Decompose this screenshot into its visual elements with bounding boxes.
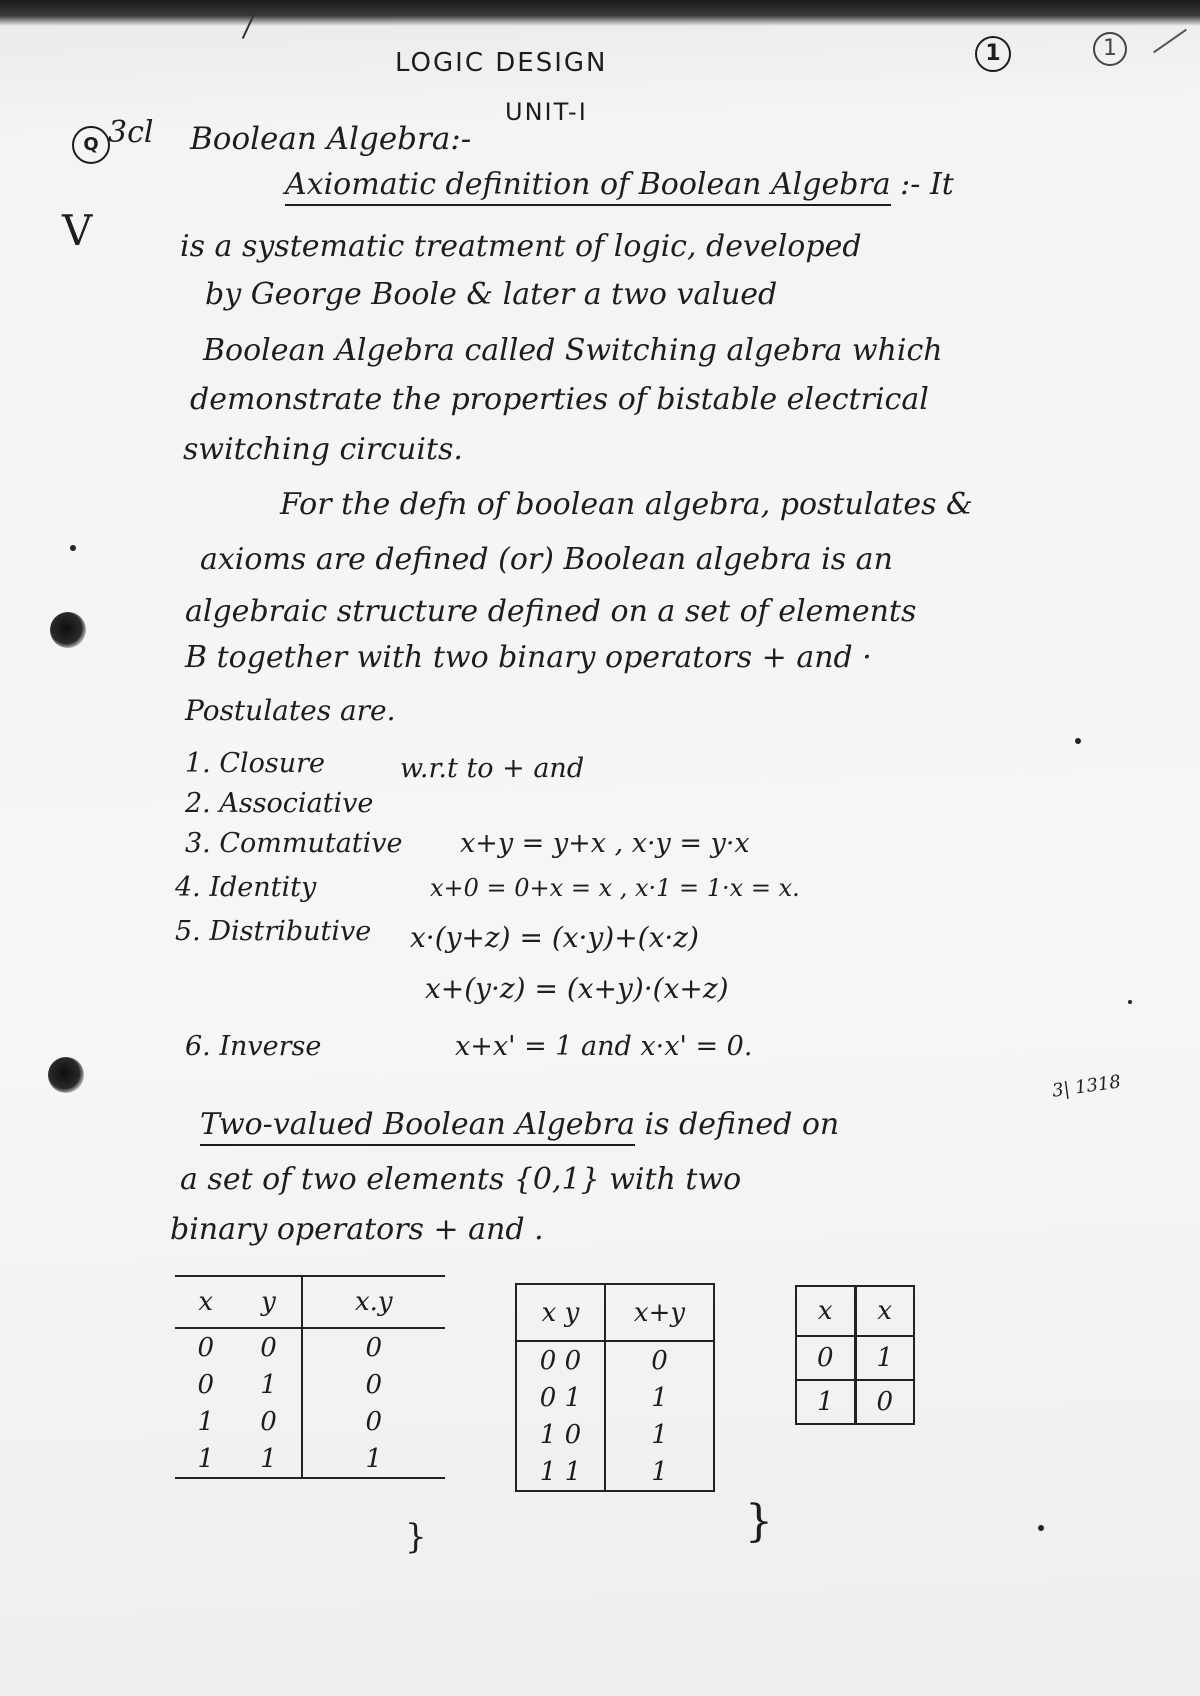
section-heading: Boolean Algebra:- (190, 121, 472, 157)
table-header-cell: x y (516, 1284, 605, 1341)
table-header-row (796, 1286, 914, 1336)
table-cell: 0 (796, 1336, 855, 1380)
not-truth-table (795, 1285, 915, 1425)
axioms-line-2: axioms are defined (or) Boolean algebra is an (200, 542, 893, 577)
table-header-cell: x.y (302, 1276, 445, 1328)
table-header-cell: x (796, 1286, 855, 1336)
page-title: LOGIC DESIGN (395, 48, 608, 78)
postulate-3-formula: x+y = y+x , x·y = y·x (460, 828, 750, 859)
table-row (516, 1341, 714, 1379)
margin-checkmark: V (62, 206, 93, 255)
table-cell: 1 (260, 1443, 277, 1474)
unit-label: UNIT-I (505, 98, 588, 126)
two-valued-line-3: binary operators + and . (170, 1212, 544, 1247)
table-row (796, 1380, 914, 1424)
definition-line-6: switching circuits. (183, 432, 463, 467)
table-cell: 1 (197, 1406, 214, 1437)
margin-note-circle: Q (72, 126, 110, 164)
table-cell: 0 (855, 1380, 914, 1424)
table-cell: 1 (855, 1336, 914, 1380)
postulate-1-label: 1. Closure (185, 748, 326, 779)
table-cell: 0 1 (539, 1382, 582, 1413)
page-number-circle: 1 (975, 36, 1011, 72)
definition-line-3: by George Boole & later a two valued (205, 277, 778, 312)
table-cell: 0 (260, 1332, 277, 1363)
definition-title: Axiomatic definition of Boolean Algebra (285, 167, 891, 206)
table-row (516, 1416, 714, 1453)
postulate-4-formula: x+0 = 0+x = x , x·1 = 1·x = x. (430, 874, 800, 902)
punch-hole-lower (48, 1057, 84, 1093)
or-truth-table (515, 1283, 715, 1492)
two-valued-title: Two-valued Boolean Algebra (200, 1107, 635, 1146)
postulate-6-label: 6. Inverse (185, 1031, 322, 1062)
table-cell: 0 (302, 1328, 445, 1366)
page-top-shadow (0, 0, 1200, 26)
table-cell: 1 (197, 1443, 214, 1474)
definition-intro: :- It (900, 167, 954, 202)
table-cell: 1 (302, 1440, 445, 1478)
table-cell: 1 1 (539, 1456, 582, 1487)
postulate-5-formula-2: x+(y·z) = (x+y)·(x+z) (425, 972, 729, 1005)
table-cell: 1 (260, 1369, 277, 1400)
corner-scribble (1153, 29, 1187, 54)
two-valued-line-1 (200, 1107, 840, 1142)
table-header-cell: x (175, 1276, 236, 1328)
table-cell: 1 (796, 1380, 855, 1424)
postulate-6-formula: x+x' = 1 and x·x' = 0. (455, 1031, 753, 1062)
postulate-4-label: 4. Identity (175, 872, 317, 903)
table-cell: 1 0 (539, 1419, 582, 1450)
punch-hole-upper (50, 612, 86, 648)
table-row (175, 1366, 445, 1403)
and-truth-table (175, 1275, 445, 1479)
margin-note: 3cl (108, 115, 154, 150)
table-row (516, 1453, 714, 1491)
speck (1075, 738, 1081, 744)
table-header-row (516, 1284, 714, 1341)
table-row (796, 1336, 914, 1380)
table-cell: 1 (605, 1379, 714, 1416)
definition-line-4: Boolean Algebra called Switching algebra which (203, 333, 943, 368)
speck (1038, 1525, 1044, 1531)
table-row (516, 1379, 714, 1416)
table-header-cell: x (855, 1286, 914, 1336)
table-header-cell: y (236, 1276, 301, 1328)
brace-mark: } (405, 1517, 427, 1557)
brace-mark-2: } (745, 1496, 773, 1547)
table-cell: 1 (605, 1416, 714, 1453)
postulate-3-label: 3. Commutative (185, 828, 403, 859)
table-cell: 1 (605, 1453, 714, 1491)
table-cell: 0 (197, 1332, 214, 1363)
axioms-line-4: B together with two binary operators + and · (185, 640, 872, 675)
table-cell: 0 (197, 1369, 214, 1400)
definition-line-1 (285, 167, 954, 202)
speck (70, 545, 76, 551)
table-cell: 0 (605, 1341, 714, 1379)
table-row (175, 1440, 445, 1478)
speck (1128, 1000, 1132, 1004)
postulates-heading: Postulates are. (185, 694, 396, 727)
two-valued-rest: is defined on (644, 1107, 840, 1142)
postulate-5-label: 5. Distributive (175, 916, 372, 947)
table-row (175, 1328, 445, 1366)
postulate-2-label: 2. Associative (185, 788, 374, 819)
axioms-line-3: algebraic structure defined on a set of elements (185, 594, 917, 629)
table-cell: 0 (302, 1403, 445, 1440)
definition-line-2: is a systematic treatment of logic, developed (180, 229, 862, 264)
table-cell: 0 (302, 1366, 445, 1403)
table-row (175, 1403, 445, 1440)
margin-side-note: 3| 1318 (1050, 1071, 1123, 1102)
postulate-1-formula: w.r.t to + and (400, 753, 585, 784)
two-valued-line-2: a set of two elements {0,1} with two (180, 1162, 742, 1197)
table-header-row (175, 1276, 445, 1328)
definition-line-5: demonstrate the properties of bistable electrical (190, 382, 929, 417)
postulate-5-formula: x·(y+z) = (x·y)+(x·z) (410, 921, 699, 954)
table-cell: 0 (260, 1406, 277, 1437)
table-cell: 0 0 (539, 1345, 582, 1376)
table-header-cell: x+y (605, 1284, 714, 1341)
page-number-circle-faint: 1 (1093, 32, 1127, 66)
axioms-line-1: For the defn of boolean algebra, postulates & (280, 487, 973, 522)
